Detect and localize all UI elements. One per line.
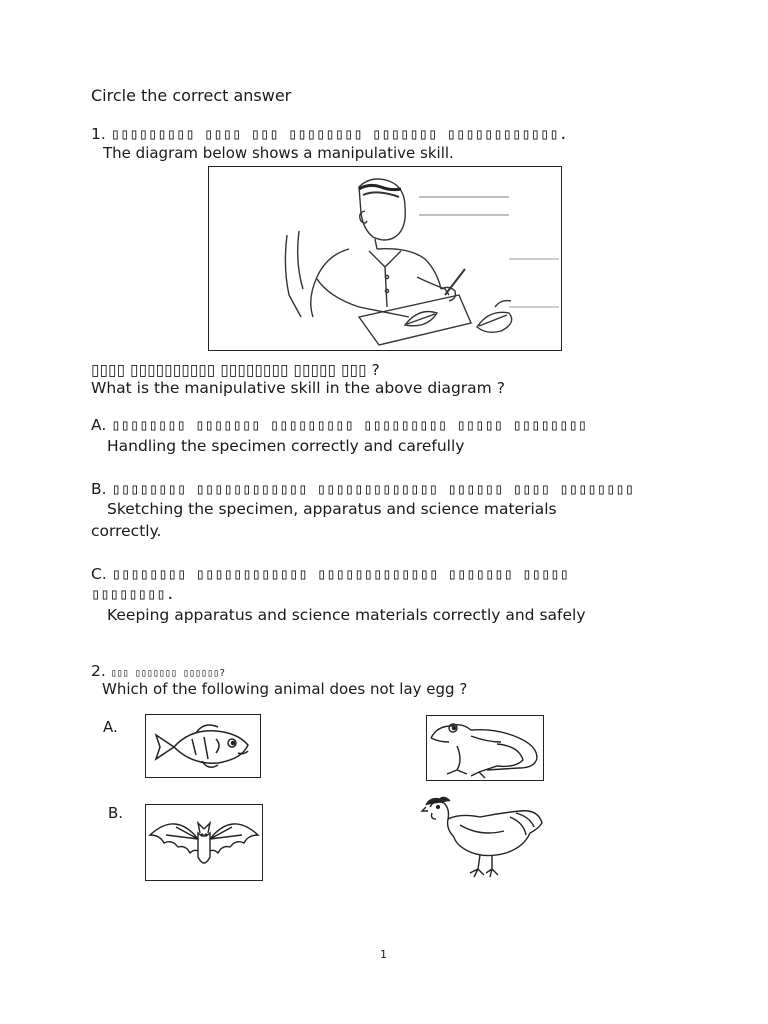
q1-option-a-native-text: ▯▯▯▯▯▯▯▯ ▯▯▯▯▯▯▯ ▯▯▯▯▯▯▯▯▯ ▯▯▯▯▯▯▯▯▯ ▯▯▯▯▯ ▯▯▯▯▯▯▯▯ xyxy=(111,416,588,434)
q1-option-a-native xyxy=(91,415,587,435)
q1-question-native: ▯▯▯▯ ▯▯▯▯▯▯▯▯▯▯ ▯▯▯▯▯▯▯▯ ▯▯▯▯▯ ▯▯▯ ? xyxy=(91,361,380,379)
q2-option-b-letter: B. xyxy=(108,804,124,822)
q1-option-c-letter: C. xyxy=(91,565,107,583)
q1-option-b-text-line1: Sketching the specimen, apparatus and science materials xyxy=(107,500,557,518)
q1-option-c-native-line1 xyxy=(91,564,569,584)
q2-frog-frame[interactable] xyxy=(426,715,544,781)
q1-native-line xyxy=(91,124,568,144)
q2-fish-frame[interactable] xyxy=(145,714,261,778)
q1-option-c-native-line2: ▯▯▯▯▯▯▯▯. xyxy=(91,585,175,603)
q1-option-b-letter: B. xyxy=(91,480,107,498)
q1-option-c-text: Keeping apparatus and science materials correctly and safely xyxy=(107,606,586,624)
chicken-icon xyxy=(420,793,546,883)
q1-diagram-frame xyxy=(208,166,562,351)
instruction-heading: Circle the correct answer xyxy=(91,86,292,105)
q1-option-b-native xyxy=(91,479,634,499)
q2-option-a-letter: A. xyxy=(103,718,118,736)
q2-question: Which of the following animal does not lay egg ? xyxy=(102,680,468,698)
fish-icon xyxy=(146,715,260,777)
q1-intro: The diagram below shows a manipulative skill. xyxy=(103,144,454,162)
q1-question: What is the manipulative skill in the above diagram ? xyxy=(91,379,505,397)
q2-chicken-image[interactable] xyxy=(420,793,546,883)
q2-number: 2. xyxy=(91,662,106,680)
bat-icon xyxy=(146,805,262,880)
boy-drawing-specimen-illustration xyxy=(209,167,561,350)
q1-option-a-text: Handling the specimen correctly and carefully xyxy=(107,437,465,455)
q2-bat-frame[interactable] xyxy=(145,804,263,881)
q1-option-b-native-text: ▯▯▯▯▯▯▯▯ ▯▯▯▯▯▯▯▯▯▯▯▯ ▯▯▯▯▯▯▯▯▯▯▯▯▯ ▯▯▯▯▯▯ ▯▯▯▯ ▯▯▯▯▯▯▯▯ xyxy=(111,480,635,498)
q1-option-a-letter: A. xyxy=(91,416,107,434)
q2-native-text: ▯▯▯ ▯▯▯▯▯▯▯ ▯▯▯▯▯▯? xyxy=(110,668,226,679)
frog-icon xyxy=(427,716,543,780)
q1-option-b-text-line2: correctly. xyxy=(91,522,162,540)
q1-option-c-native-text-1: ▯▯▯▯▯▯▯▯ ▯▯▯▯▯▯▯▯▯▯▯▯ ▯▯▯▯▯▯▯▯▯▯▯▯▯ ▯▯▯▯▯▯▯ ▯▯▯▯▯ xyxy=(111,565,569,583)
q1-native-text: ▯▯▯▯▯▯▯▯▯ ▯▯▯▯ ▯▯▯ ▯▯▯▯▯▯▯▯ ▯▯▯▯▯▯▯ ▯▯▯▯▯▯▯▯▯▯▯▯. xyxy=(110,125,568,143)
q1-number: 1. xyxy=(91,125,106,143)
page-number: 1 xyxy=(380,948,387,961)
